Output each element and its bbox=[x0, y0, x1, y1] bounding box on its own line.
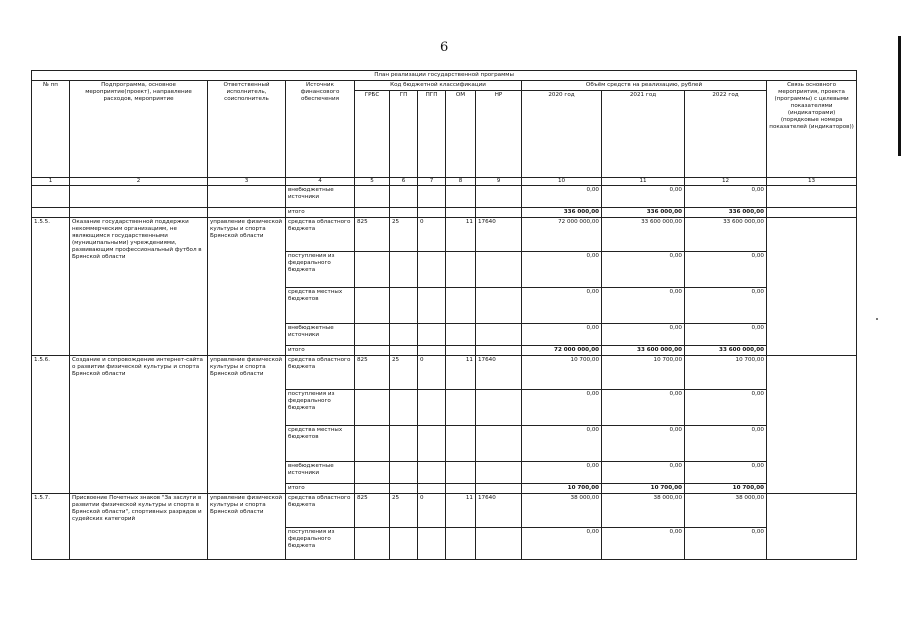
amount-2022: 33 600 000,00 bbox=[685, 218, 767, 252]
total-2022: 336 000,00 bbox=[685, 208, 767, 218]
column-number: 2 bbox=[70, 178, 208, 186]
header-executor: Ответственный исполнитель, соисполнитель bbox=[208, 81, 286, 178]
amount-2020: 0,00 bbox=[522, 324, 602, 346]
source-label: поступления из федерального бюджета bbox=[286, 528, 355, 560]
carry-extrabudget-row bbox=[32, 186, 857, 208]
amount-2020: 0,00 bbox=[522, 426, 602, 462]
header-budget-code: Код бюджетной классификации bbox=[355, 81, 522, 91]
column-number: 9 bbox=[476, 178, 522, 186]
amount-2022: 0,00 bbox=[685, 324, 767, 346]
total-2020: 336 000,00 bbox=[522, 208, 602, 218]
item-number: 1.5.7. bbox=[32, 494, 70, 560]
code-pgp: 0 bbox=[418, 356, 446, 390]
source-label: средства местных бюджетов bbox=[286, 426, 355, 462]
amount-2021: 0,00 bbox=[602, 324, 685, 346]
column-number: 6 bbox=[390, 178, 418, 186]
amount-2022: 10 700,00 bbox=[685, 356, 767, 390]
amount-2021: 0,00 bbox=[602, 462, 685, 484]
page-number: 6 bbox=[440, 40, 449, 55]
item-number: 1.5.6. bbox=[32, 356, 70, 494]
amount-2020: 0,00 bbox=[522, 462, 602, 484]
amount-2021: 0,00 bbox=[602, 252, 685, 288]
column-number: 5 bbox=[355, 178, 390, 186]
amount-2021: 38 000,00 bbox=[602, 494, 685, 528]
amount-2022: 38 000,00 bbox=[685, 494, 767, 528]
header-year-2021: 2021 год bbox=[602, 91, 685, 178]
code-grbs: 825 bbox=[355, 218, 390, 252]
amount-2020: 0,00 bbox=[522, 390, 602, 426]
amount-2022: 0,00 bbox=[685, 528, 767, 560]
amount-2020: 72 000 000,00 bbox=[522, 218, 602, 252]
source-label: средства областного бюджета bbox=[286, 356, 355, 390]
column-number: 8 bbox=[446, 178, 476, 186]
carry-total-row bbox=[32, 208, 857, 218]
header-num: № пп bbox=[32, 81, 70, 178]
header-gp: ГП bbox=[390, 91, 418, 178]
item-number: 1.5.5. bbox=[32, 218, 70, 356]
amount-2020: 0,00 bbox=[522, 186, 602, 208]
column-number-row bbox=[32, 178, 857, 186]
item-name: Создание и сопровождение интернет-сайта о развитии физической культуры и спорта Брянской области bbox=[70, 356, 208, 494]
code-grbs: 825 bbox=[355, 494, 390, 528]
item-executor: управление физической культуры и спорта Брянской области bbox=[208, 218, 286, 356]
amount-2022: 0,00 bbox=[685, 186, 767, 208]
amount-2022: 0,00 bbox=[685, 462, 767, 484]
code-pgp: 0 bbox=[418, 218, 446, 252]
code-pgp: 0 bbox=[418, 494, 446, 528]
total-2020: 72 000 000,00 bbox=[522, 346, 602, 356]
code-nr: 17640 bbox=[476, 356, 522, 390]
code-nr: 17640 bbox=[476, 494, 522, 528]
column-number: 1 bbox=[32, 178, 70, 186]
header-grbs: ГРБС bbox=[355, 91, 390, 178]
header-row-groups bbox=[32, 81, 857, 91]
code-grbs: 825 bbox=[355, 356, 390, 390]
amount-2020: 0,00 bbox=[522, 288, 602, 324]
source-label: внебюджетные источники bbox=[286, 462, 355, 484]
item-1-5-6-regional-row bbox=[32, 356, 857, 390]
amount-2022: 0,00 bbox=[685, 288, 767, 324]
source-label: итого bbox=[286, 484, 355, 494]
header-year-2022: 2022 год bbox=[685, 91, 767, 178]
header-year-2020: 2020 год bbox=[522, 91, 602, 178]
amount-2020: 38 000,00 bbox=[522, 494, 602, 528]
column-number: 3 bbox=[208, 178, 286, 186]
source-label: поступления из федерального бюджета bbox=[286, 390, 355, 426]
header-indicator-link: Связь основного мероприятия, проекта (программы) с целевыми показателями (индикаторами) (порядковые номера показателей (индикаторов)) bbox=[767, 81, 857, 178]
scan-edge-mark bbox=[898, 36, 901, 156]
total-2022: 10 700,00 bbox=[685, 484, 767, 494]
column-number: 12 bbox=[685, 178, 767, 186]
item-executor: управление физической культуры и спорта Брянской области bbox=[208, 494, 286, 560]
source-label: внебюджетные источники bbox=[286, 186, 355, 208]
code-om: 11 bbox=[446, 356, 476, 390]
total-2021: 10 700,00 bbox=[602, 484, 685, 494]
amount-2021: 33 600 000,00 bbox=[602, 218, 685, 252]
amount-2022: 0,00 bbox=[685, 390, 767, 426]
scan-dust-mark bbox=[876, 318, 878, 320]
amount-2021: 0,00 bbox=[602, 528, 685, 560]
code-nr: 17640 bbox=[476, 218, 522, 252]
source-label: средства областного бюджета bbox=[286, 494, 355, 528]
header-volume: Объём средств на реализацию, рублей bbox=[522, 81, 767, 91]
code-gp: 25 bbox=[390, 494, 418, 528]
amount-2021: 0,00 bbox=[602, 390, 685, 426]
header-program: Подпрограмма, основное мероприятие(проект), направление расходов, мероприятие bbox=[70, 81, 208, 178]
column-number: 13 bbox=[767, 178, 857, 186]
amount-2021: 0,00 bbox=[602, 288, 685, 324]
item-name: Присвоение Почетных знаков "За заслуги в развитии физической культуры и спорта в Брянской области", спортивных разрядов и судейских категорий bbox=[70, 494, 208, 560]
amount-2022: 0,00 bbox=[685, 252, 767, 288]
total-2022: 33 600 000,00 bbox=[685, 346, 767, 356]
program-plan-table bbox=[31, 70, 857, 560]
source-label: итого bbox=[286, 208, 355, 218]
item-1-5-7-regional-row bbox=[32, 494, 857, 528]
code-gp: 25 bbox=[390, 218, 418, 252]
header-pgp: ПГП bbox=[418, 91, 446, 178]
column-number: 4 bbox=[286, 178, 355, 186]
amount-2021: 0,00 bbox=[602, 426, 685, 462]
column-number: 10 bbox=[522, 178, 602, 186]
header-row-title bbox=[32, 71, 857, 81]
item-name: Оказание государственной поддержки некоммерческим организациям, не являющимся государственными (муниципальными) учреждениями, развивающим профессиональный футбол в Брянской области bbox=[70, 218, 208, 356]
code-om: 11 bbox=[446, 218, 476, 252]
amount-2021: 0,00 bbox=[602, 186, 685, 208]
header-nr: НР bbox=[476, 91, 522, 178]
header-om: ОМ bbox=[446, 91, 476, 178]
amount-2020: 0,00 bbox=[522, 252, 602, 288]
column-number: 11 bbox=[602, 178, 685, 186]
source-label: поступления из федерального бюджета bbox=[286, 252, 355, 288]
item-executor: управление физической культуры и спорта Брянской области bbox=[208, 356, 286, 494]
code-gp: 25 bbox=[390, 356, 418, 390]
total-2021: 33 600 000,00 bbox=[602, 346, 685, 356]
amount-2022: 0,00 bbox=[685, 426, 767, 462]
source-label: итого bbox=[286, 346, 355, 356]
source-label: средства местных бюджетов bbox=[286, 288, 355, 324]
total-2020: 10 700,00 bbox=[522, 484, 602, 494]
item-1-5-5-regional-row bbox=[32, 218, 857, 252]
plan-title: План реализации государственной программы bbox=[32, 71, 857, 81]
amount-2020: 10 700,00 bbox=[522, 356, 602, 390]
amount-2021: 10 700,00 bbox=[602, 356, 685, 390]
column-number: 7 bbox=[418, 178, 446, 186]
total-2021: 336 000,00 bbox=[602, 208, 685, 218]
source-label: средства областного бюджета bbox=[286, 218, 355, 252]
amount-2020: 0,00 bbox=[522, 528, 602, 560]
code-om: 11 bbox=[446, 494, 476, 528]
header-source: Источник финансового обеспечения bbox=[286, 81, 355, 178]
source-label: внебюджетные источники bbox=[286, 324, 355, 346]
